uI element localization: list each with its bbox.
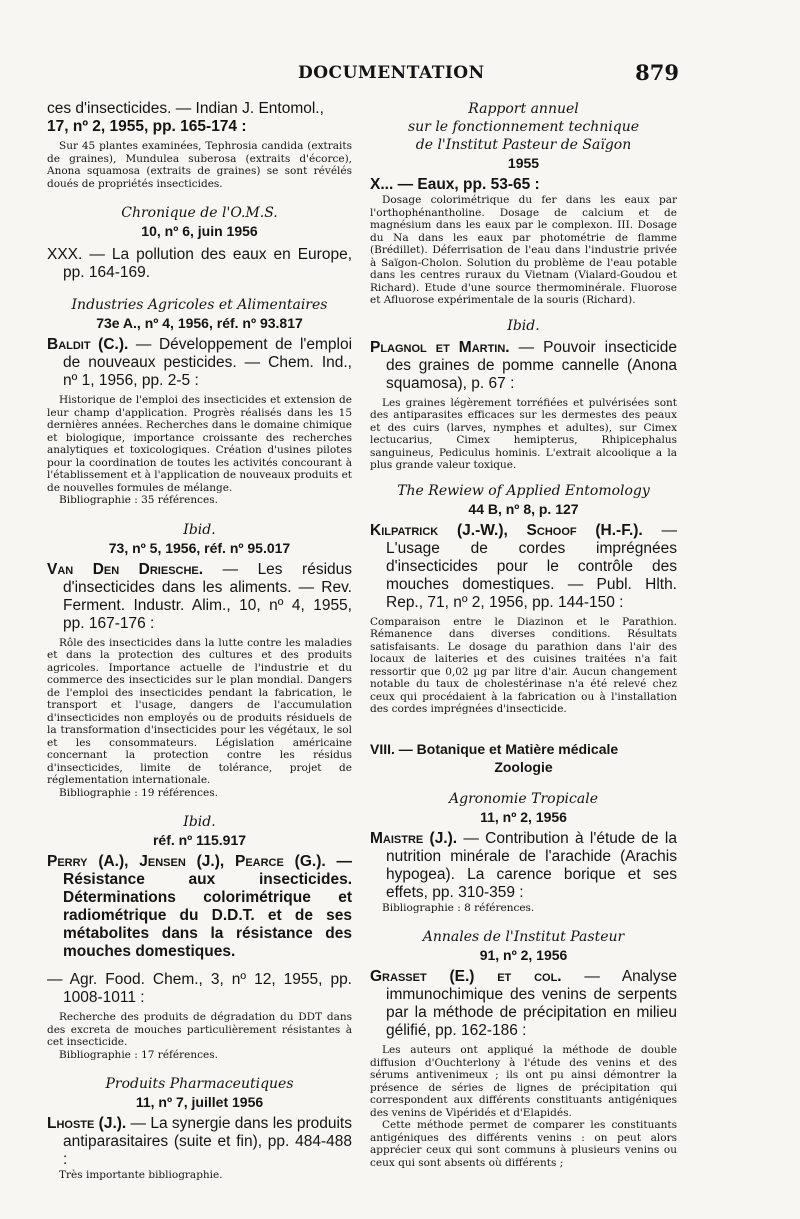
entry-reference: Baldit (C.). — Développement de l'emploi de nouveaux pesticides. — Chem. Ind., nº 1, 1956, pp. 2-5 : <box>47 336 353 389</box>
journal-issue: 11, nº 2, 1956 <box>480 808 567 825</box>
entry-abstract: Les graines légèrement torréfiées et pulvérisées sont des antiparasites efficaces sur les dermestes des peaux et des cuirs (larves, nymphes et adultes), sur Cimex lectucarius, Cimex hemipterus, Rhipicephalus sanguineus, Pediculus hominis. L'extrait alcoolique a la plus grande valeur toxique. <box>370 396 677 471</box>
entry-reference: Lhoste (J.). — La synergie dans les produits antiparasitaires (suite et fin), pp. 484-488 : <box>47 1115 352 1168</box>
page-number: 879 <box>635 60 679 85</box>
section-title: DOCUMENTATION <box>298 63 485 83</box>
entry-abstract: Très importante bibliographie. <box>59 1169 223 1181</box>
journal-issue: 91, nº 2, 1956 <box>479 947 568 963</box>
entry-reference: Maistre (J.). — Contribution à l'étude de la nutrition minérale de l'arachide (Arachis hypogea). La carence borique et ses effets, pp. 310-359 : <box>370 829 677 901</box>
section-heading: Zoologie <box>494 758 553 775</box>
entry-abstract: Comparaison entre le Diazinon et le Parathion. Rémanence dans diverses conditions. Résultats satisfaisants. Le dosage du parathion dans l'air des locaux de laiteries et des cuisines traitées n'a fait ressortir que 0,02 µg par litre d'air. Aucun changement notable du taux de cholestérinase n'a été relevé chez ceux qui procédaient à la fabrication ou à l'installation des cordes imprégnées d'insecticide. <box>370 615 677 715</box>
entry-reference: Perry (A.), Jensen (J.), Pearce (G.). — Résistance aux insecticides. Déterminations colorimétrique et radiométrique du D.D.T. et de ses métabolites dans la résistance des mouches domestiques. <box>47 853 352 960</box>
journal-issue: 44 B, nº 8, p. 127 <box>468 500 579 517</box>
journal-title: Industries Agricoles et Alimentaires <box>71 297 328 313</box>
entry-bibliography: Bibliographie : 8 références. <box>382 901 535 914</box>
journal-title: Ibid. <box>183 521 216 538</box>
left-column <box>47 100 352 1182</box>
entry-reference: Kilpatrick (J.-W.), Schoof (H.-F.). — L'usage de cordes imprégnées d'insecticides pour le contrôle des mouches domestiques. — Publ. Hlth. Rep., 71, nº 2, 1956, pp. 144-150 : <box>370 521 677 611</box>
journal-title: de l'Institut Pasteur de Saïgon <box>415 137 632 153</box>
entry-abstract: Cette méthode permet de comparer les constituants antigéniques des différents venins : on peut alors apprécier ceux qui sont communs à plusieurs venins ou ceux qui sont absents où différents ; <box>370 1119 677 1169</box>
journal-title: Rapport annuel <box>468 101 579 117</box>
entry-author: Van Den Driesche. <box>47 560 204 578</box>
entry-reference: XXX. — La pollution des eaux en Europe, pp. 164-169. <box>47 246 352 281</box>
right-column <box>370 100 677 1169</box>
journal-issue: 1955 <box>507 155 540 171</box>
entry-abstract: Historique de l'emploi des insecticides et extension de leur champ d'application. Progrès réalisés dans les 15 dernières années. Recherches dans le domaine chimique et biologique, importance croissante des recherches analytiques et toxicologiques. Création d'usines pilotes pour la coordination de toutes les activités concourant à l'établissement et à l'application de nouveaux produits et de nouvelles formules de mélange. <box>47 394 352 494</box>
section-heading: VIII. — Botanique et Matière médicale <box>370 740 619 757</box>
entry-author: Maistre (J.). <box>370 829 458 847</box>
entry-reference: ces d'insecticides. — Indian J. Entomol., <box>47 100 324 117</box>
journal-title: Agronomie Tropicale <box>449 790 598 807</box>
entry-abstract: Rôle des insecticides dans la lutte contre les maladies et dans la protection des cultures et des produits agricoles. Importance actuelle de l'industrie et du commerce des insecticides sur le plan mondial. Dangers de l'emploi des insecticides pendant la fabrication, le transport et l'usage, dangers de l'accumulation d'insecticides non employés ou de produits résiduels de la transformation d'insecticides pour les végétaux, le sol et les consommateurs. Législation américaine concernant la protection contre les résidus d'insecticides, limite de tolérance, projet de réglementation internationale. <box>47 636 352 786</box>
journal-issue: 73e A., nº 4, 1956, réf. nº 93.817 <box>96 315 303 331</box>
entry-reference: 17, nº 2, 1955, pp. 165-174 : <box>47 118 247 135</box>
journal-title: Chronique de l'O.M.S. <box>121 205 278 221</box>
entry-author: Grasset (E.) et col. <box>370 968 562 985</box>
entry-bibliography: Bibliographie : 17 références. <box>59 1048 218 1061</box>
journal-title: Ibid. <box>507 317 540 334</box>
entry-reference: Van Den Driesche. — Les résidus d'insecticides dans les aliments. — Rev. Ferment. Industr. Alim., 10, nº 4, 1955, pp. 167-176 : <box>47 560 353 632</box>
entry-abstract: Dosage colorimétrique du fer dans les eaux par l'orthophénantholine. Dosage de calcium et de magnésium dans les eaux par le complexon. III. Dosage du Na dans les eaux par photométrie de flamme (Brédillet). Déferrisation de l'eau dans l'industrie privée à Saïgon-Cholon. Solution du problème de l'eau potable dans les centres ruraux du Vietnam (Vialard-Goudou et Richard). Etude d'une source thermominérale. Fluorose et Afluorose expérimentale de la souris (Richard). <box>370 194 677 306</box>
entry-abstract: Sur 45 plantes examinées, Tephrosia candida (extraits de graines), Mundulea suberosa (extraits d'écorce), Anona squamosa (extraits de graines) se sont révélés doués de propriétés insecticides. <box>47 140 352 190</box>
entry-reference: X... — Eaux, pp. 53-65 : <box>370 176 540 193</box>
entry-reference: Grasset (E.) et col. — Analyse immunochimique des venins de serpents par la méthode de précipitation en milieu gélifié, pp. 162-186 : <box>370 968 677 1039</box>
entry-bibliography: Bibliographie : 19 références. <box>59 786 218 799</box>
entry-abstract: Les auteurs ont appliqué la méthode de double diffusion d'Ouchterlony à l'étude des venins et des sérums antivenimeux ; ils ont pu ainsi démontrer la présence de séries de lignes de précipitation qui correspondent aux différents constituants antigéniques des venins de Vipéridés et d'Elapidés. <box>370 1044 677 1119</box>
entry-author: Perry (A.), Jensen (J.), Pearce (G.). <box>47 853 326 870</box>
entry-bibliography: Bibliographie : 35 références. <box>59 494 218 506</box>
entry-author: Plagnol et Martin. <box>370 338 510 356</box>
running-header <box>0 60 800 87</box>
journal-issue: 73, nº 5, 1956, réf. nº 95.017 <box>108 539 291 556</box>
entry-abstract: Recherche des produits de dégradation du DDT dans des excreta de mouches particulièrement résistantes à cet insecticide. <box>47 1011 352 1048</box>
journal-issue: réf. nº 115.917 <box>152 832 247 848</box>
journal-title: Produits Pharmaceutiques <box>105 1076 294 1092</box>
entry-reference: — Agr. Food. Chem., 3, nº 12, 1955, pp. 1008-1011 : <box>47 971 352 1006</box>
journal-title: The Rewiew of Applied Entomology <box>397 482 650 499</box>
entry-author: Kilpatrick (J.-W.), Schoof (H.-F.). <box>370 521 643 539</box>
entry-author: Baldit (C.). <box>47 336 129 353</box>
entry-author: Lhoste (J.). <box>47 1115 127 1132</box>
journal-title: sur le fonctionnement technique <box>407 119 640 135</box>
entry-indian-entomol <box>47 100 352 190</box>
journal-title: Annales de l'Institut Pasteur <box>422 929 625 945</box>
entry-reference: Plagnol et Martin. — Pouvoir insecticide des graines de pomme cannelle (Anona squamosa), p. 67 : <box>370 338 677 392</box>
journal-issue: 11, nº 7, juillet 1956 <box>135 1094 264 1110</box>
journal-title: Ibid. <box>183 814 216 830</box>
journal-issue: 10, nº 6, juin 1956 <box>141 223 258 239</box>
